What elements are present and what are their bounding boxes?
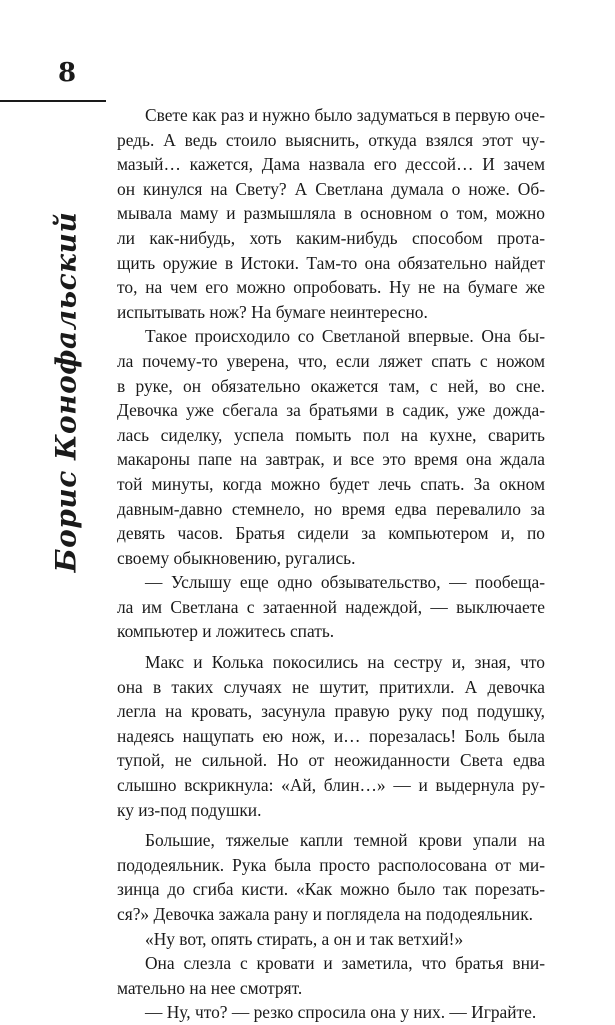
text-line: Макс и Колька покосились на сестру и, зная, что (145, 652, 545, 673)
text-line: ку из-под подушки. (117, 799, 262, 820)
text-line: то, на чем его можно опробовать. Ну не на бумаге же (117, 277, 545, 298)
text-line: ли как-нибудь, хоть каким-нибудь способом прота- (117, 227, 545, 248)
text-line: девять часов. Братья сидели за компьютером и, по (117, 523, 545, 544)
body-text (117, 103, 545, 1025)
text-line: той минуты, когда можно будет лечь спать. За окном (117, 473, 545, 494)
page-number: 8 (58, 58, 77, 88)
paragraph (117, 1000, 545, 1025)
text-line: мывала маму и размышляла в основном о том, можно (117, 203, 545, 224)
text-line: макароны папе на завтрак, и все это время она ждала (117, 449, 545, 470)
text-line: ла им Светлана с затаенной надеждой, — выключаете (117, 596, 545, 617)
paragraph (117, 828, 545, 926)
text-line: щить оружие в Истоки. Там-то она обязательно найдет (117, 252, 545, 273)
text-line: мательно на нее смотрят. (117, 977, 303, 998)
paragraph (117, 650, 545, 822)
text-line: лась сиделку, успела помыть пол на кухне, сварить (117, 424, 545, 445)
text-line: ся?» Девочка зажала рану и поглядела на пододеяльник. (117, 904, 533, 924)
text-line: мазый… кажется, Дама назвала его дессой… И зачем (117, 154, 545, 175)
text-line: — Ну, что? — резко спросила она у них. — Играйте. (145, 1002, 537, 1023)
text-line: — Услышу еще одно обзывательство, — пообеща- (145, 572, 545, 593)
text-line: ла почему-то уверена, что, если ляжет спать с ножом (117, 350, 545, 371)
text-line: давным-давно стемнело, но время едва перевалило за (117, 498, 545, 519)
text-line: Большие, тяжелые капли темной крови упали на (145, 830, 545, 851)
text-line: испытывать нож? На бумаге неинтересно. (117, 301, 428, 322)
running-head-author (36, 112, 96, 672)
header-rule (0, 100, 106, 102)
text-line: «Ну вот, опять стирать, а он и так ветхий!» (145, 928, 464, 949)
text-line: слышно вскрикнула: «Ай, блин…» — и выдернула ру- (117, 775, 545, 796)
text-line: редь. А ведь стоило выяснить, откуда взялся этот чу- (117, 129, 545, 150)
text-line: тупой, не сильной. Но от неожиданности Света едва (117, 750, 545, 771)
paragraph (117, 570, 545, 644)
author-name: Борис Конофальский (49, 211, 83, 573)
text-line: своему обыкновению, ругались. (117, 547, 356, 568)
text-line: легла на кровать, засунула правую руку под подушку, (117, 701, 545, 722)
text-line: Свете как раз и нужно было задуматься в первую оче- (145, 105, 545, 125)
text-line: Она слезла с кровати и заметила, что братья вни- (145, 953, 545, 974)
paragraph (117, 951, 545, 1000)
text-line: в руке, он обязательно окажется там, с ней, во сне. (117, 375, 545, 396)
paragraph (117, 103, 545, 324)
text-line: Девочка уже сбегала за братьями в садик, уже дожда- (117, 400, 545, 421)
text-line: надеясь нащупать ею нож, и… порезалась! Боль была (117, 725, 545, 746)
paragraph (117, 927, 545, 952)
text-line: она в таких случаях не шутит, притихли. А девочка (117, 676, 545, 697)
text-line: он кинулся на Свету? А Светлана думала о ноже. Об- (117, 178, 545, 199)
text-line: пододеяльник. Рука была просто располосована от ми- (117, 854, 545, 875)
text-line: компьютер и ложитесь спать. (117, 621, 335, 642)
text-line: Такое происходило со Светланой впервые. Она бы- (145, 326, 545, 347)
paragraph (117, 324, 545, 570)
text-line: зинца до сгиба кисти. «Как можно было так порезать- (117, 879, 545, 900)
